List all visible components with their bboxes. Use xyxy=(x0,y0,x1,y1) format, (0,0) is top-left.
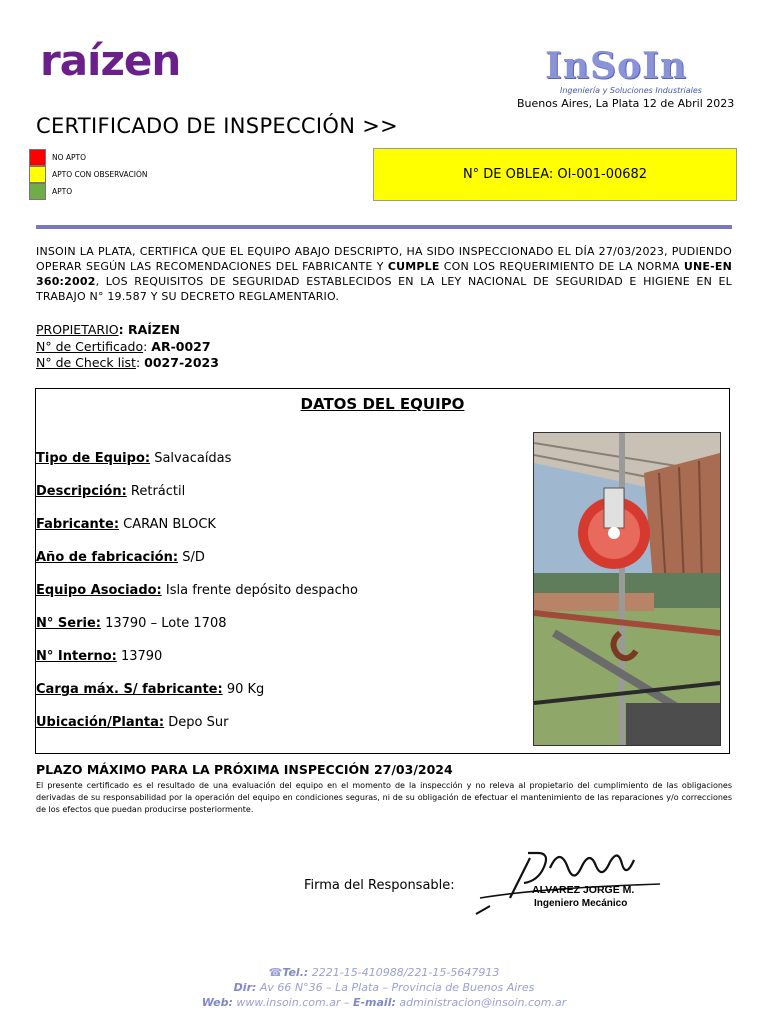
web-link[interactable]: www.insoin.com.ar xyxy=(232,996,341,1009)
footer-address xyxy=(0,981,768,994)
certificate-value: AR-0027 xyxy=(151,339,211,354)
page-title: CERTIFICADO DE INSPECCIÓN >> xyxy=(36,114,398,138)
field-value: Isla frente depósito despacho xyxy=(161,583,358,598)
certificate-label: N° de Certificado xyxy=(36,339,144,354)
intro-norma: UNE-EN 360:2002 xyxy=(36,260,732,288)
field-interno xyxy=(36,649,162,664)
phone-icon: ☎ xyxy=(268,966,283,979)
address-value: Av 66 N°36 – La Plata – Provincia de Buenos Aires xyxy=(256,981,535,994)
field-value: 90 Kg xyxy=(222,682,265,697)
field-value: 13790 xyxy=(116,649,163,664)
equipment-photo xyxy=(533,432,721,746)
equipment-title: DATOS DEL EQUIPO xyxy=(300,395,465,413)
field-key: Descripción: xyxy=(36,484,127,499)
field-value: S/D xyxy=(178,550,205,565)
checklist-label: N° de Check list xyxy=(36,355,136,370)
intro-part-3: , LOS REQUISITOS DE SEGURIDAD ESTABLECIDOS EN LA LEY NACIONAL DE SEGURIDAD E HIGIENE EN EL TRABAJO N° 19.587 Y SU DECRETO REGLAMENTARIO. xyxy=(36,275,732,303)
field-key: Equipo Asociado: xyxy=(36,583,162,598)
insoin-logo: InSoIn xyxy=(545,45,688,87)
email-label: E-mail: xyxy=(352,996,396,1009)
signature-stamp xyxy=(470,828,680,928)
field-value: Retráctil xyxy=(126,484,186,499)
legend-swatch-apto xyxy=(29,183,46,200)
intro-part-2: CON LOS REQUERIMIENTO DE LA NORMA xyxy=(439,260,684,273)
oblea-box xyxy=(373,148,737,201)
field-ubicacion xyxy=(36,715,228,730)
field-serie xyxy=(36,616,227,631)
signature-label: Firma del Responsable: xyxy=(304,878,455,893)
equipment-photo-illustration xyxy=(534,433,720,745)
equipment-data-box xyxy=(35,388,730,754)
certificate-line: N° de Certificado: AR-0027 xyxy=(36,339,211,354)
web-label: Web: xyxy=(201,996,233,1009)
owner-line xyxy=(36,322,180,338)
checklist-line: N° de Check list: 0027-2023 xyxy=(36,355,219,370)
checklist-value: 0027-2023 xyxy=(144,355,219,370)
city-date: Buenos Aires, La Plata 12 de Abril 2023 xyxy=(517,97,735,110)
intro-cumple: CUMPLE xyxy=(387,260,440,273)
separator: – xyxy=(340,996,353,1009)
footer-web xyxy=(0,996,768,1009)
field-key: Ubicación/Planta: xyxy=(36,715,165,730)
handwritten-signature xyxy=(470,828,680,928)
phone-value: 2221-15-410988/221-15-5647913 xyxy=(308,966,500,979)
phone-label: Tel.: xyxy=(282,966,309,979)
field-descripcion xyxy=(36,484,185,499)
footer-phone xyxy=(0,966,768,979)
legend-label-apto: APTO xyxy=(52,187,73,196)
field-value: Depo Sur xyxy=(164,715,229,730)
disclaimer: El presente certificado es el resultado de una evaluación del equipo en el momento de la inspección y no releva al propietario del cumplimiento de las obligaciones derivadas de su responsabilidad por la operación del equipo en condiciones seguras, ni de su obligación de efectuar el mantenimiento de las reparaciones y/o correcciones de los efectos que puedan producirse posteriormente. xyxy=(36,781,732,814)
certification-statement xyxy=(36,244,732,304)
legend-label-no-apto: NO APTO xyxy=(52,153,87,162)
field-key: Tipo de Equipo: xyxy=(36,451,151,466)
address-label: Dir: xyxy=(233,981,257,994)
field-key: N° Serie: xyxy=(36,616,101,631)
intro-part-1: INSOIN LA PLATA, CERTIFICA QUE EL EQUIPO ABAJO DESCRIPTO, HA SIDO INSPECCIONADO EL DÍA 27/03/2023, PUDIENDO OPERAR SEGÚN LAS RECOMENDACIONES DEL FABRICANTE Y xyxy=(36,245,732,273)
legend-swatch-apto-obs xyxy=(29,166,46,183)
legend-label-apto-obs: APTO CON OBSERVACIÓN xyxy=(52,170,148,179)
next-inspection-deadline: PLAZO MÁXIMO PARA LA PRÓXIMA INSPECCIÓN 27/03/2024 xyxy=(36,762,453,777)
field-equipo-asociado xyxy=(36,583,358,598)
legend-swatch-no-apto xyxy=(29,149,46,166)
raizen-logo: raízen xyxy=(40,36,181,85)
stamp-name: ALVAREZ JORGE M. xyxy=(532,884,635,896)
field-carga xyxy=(36,682,264,697)
field-value: 13790 – Lote 1708 xyxy=(100,616,227,631)
field-key: Año de fabricación: xyxy=(36,550,179,565)
field-value: Salvacaídas xyxy=(150,451,232,466)
field-key: N° Interno: xyxy=(36,649,117,664)
field-fabricante xyxy=(36,517,216,532)
insoin-logo-subtitle: Ingeniería y Soluciones Industriales xyxy=(560,86,702,95)
stamp-title: Ingeniero Mecánico xyxy=(534,898,628,909)
divider xyxy=(36,225,732,229)
owner-value: : RAÍZEN xyxy=(118,322,180,337)
owner-label: PROPIETARIO xyxy=(36,322,119,337)
field-tipo xyxy=(36,451,231,466)
field-key: Fabricante: xyxy=(36,517,120,532)
field-value: CARAN BLOCK xyxy=(119,517,216,532)
oblea-number: N° DE OBLEA: OI-001-00682 xyxy=(462,167,648,182)
email-link[interactable]: administracion@insoin.com.ar xyxy=(395,996,567,1009)
field-key: Carga máx. S/ fabricante: xyxy=(36,682,223,697)
field-anio xyxy=(36,550,205,565)
